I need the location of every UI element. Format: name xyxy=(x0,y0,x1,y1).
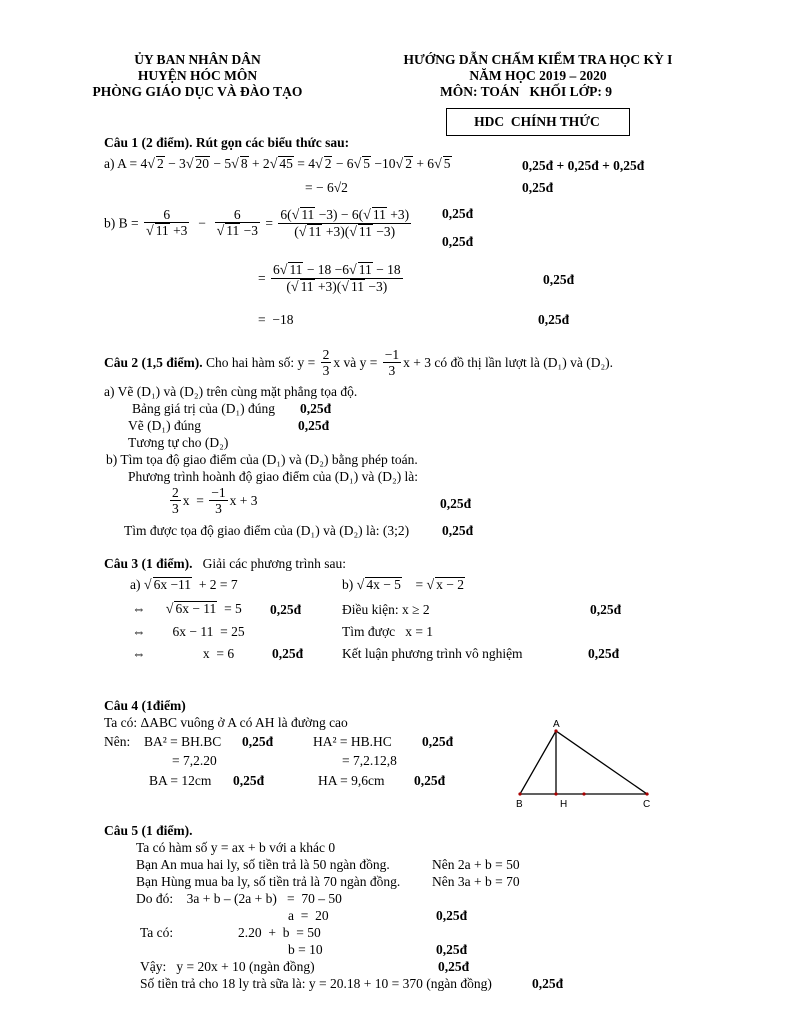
label-b: B xyxy=(516,799,523,810)
q5-score-4: 0,25đ xyxy=(532,976,564,991)
q5-line-9: Số tiền trả cho 18 ly trà sữa là: y = 20.18 + 10 = 370 (ngàn đồng) xyxy=(140,976,492,991)
q4-nen: Nên: xyxy=(104,734,131,749)
q1b-score-3: 0,25đ xyxy=(543,272,575,287)
q1b-result: = −18 xyxy=(258,312,294,327)
q1b-score-4: 0,25đ xyxy=(538,312,570,327)
q1-title: Câu 1 (2 điểm). Rút gọn các biểu thức sau: xyxy=(104,135,350,150)
point-b xyxy=(518,792,521,795)
triangle-figure xyxy=(510,716,660,812)
q2a: a) Vẽ (D₁) và (D₂) trên cùng mặt phẳng tọa độ. xyxy=(104,384,358,399)
q4-ha-result: HA = 9,6cm xyxy=(318,773,385,788)
org-line-3: PHÒNG GIÁO DỤC VÀ ĐÀO TẠO xyxy=(92,84,303,99)
point-mid xyxy=(582,792,585,795)
q5-line-4: Do đó: 3a + b – (2a + b) = 70 – 50 xyxy=(136,891,342,906)
q4-ha-mid: = 7,2.12,8 xyxy=(342,753,397,768)
q4-score-1: 0,25đ xyxy=(242,734,274,749)
q1b-score-1: 0,25đ xyxy=(442,206,474,221)
q5-title: Câu 5 (1 điểm). xyxy=(104,823,193,838)
q2-title-text-1: Cho hai hàm số: y = xyxy=(206,355,316,370)
subject-grade: MÔN: TOÁN KHỐI LỚP: 9 xyxy=(440,84,613,99)
q3b-conclusion: Kết luận phương trình vô nghiệm xyxy=(342,646,523,661)
q5-line-2: Bạn An mua hai ly, số tiền trả là 50 ngàn đồng. xyxy=(136,857,390,872)
q2b-equation: $\frac{2}{3}$ x = $\frac{-1}{3}$ x + 3 xyxy=(172,485,258,516)
q3b-score-1: 0,25đ xyxy=(590,602,622,617)
q3b-found: Tìm được x = 1 xyxy=(342,624,434,639)
q2b: b) Tìm tọa độ giao điểm của (D₁) và (D₂) bằng phép toán. xyxy=(106,452,418,467)
q2b-2: Tìm được tọa độ giao điểm của (D₁) và (D₂) là: (3;2) xyxy=(124,523,410,538)
q1a-result: = − 6√2 xyxy=(305,180,348,195)
q1b-score-2: 0,25đ xyxy=(442,234,474,249)
q4-ba-mid: = 7,2.20 xyxy=(172,753,217,768)
q4-ha2: HA² = HB.HC xyxy=(313,734,392,749)
q5-line-8: Vậy: y = 20x + 10 (ngàn đồng) xyxy=(140,959,315,974)
q1a-score-1: 0,25đ + 0,25đ + 0,25đ xyxy=(522,158,645,173)
q1b-expression: b) B = $\frac{6}{√ 11 +3}$ − $\frac{6}{√ 11 -3}$ = $\frac{6(√ 11 -3) - 6(√ 11 +3)}{(√ 11 +3)(√ 11 -3)}$ xyxy=(104,207,410,240)
q3a-step-3: ⇔ x = 6 xyxy=(132,646,235,661)
q5-line-6b: 2.20 + b = 50 xyxy=(238,925,321,940)
q3b-eq: b) √ 4x − 5 = √ x − 2 xyxy=(342,577,464,593)
q4-score-2: 0,25đ xyxy=(422,734,454,749)
q3a-eq: a) √ 6x −11 + 2 = 7 xyxy=(130,577,238,593)
q3a-score-2: 0,25đ xyxy=(272,646,304,661)
q3b-condition: Điều kiện: x ≥ 2 xyxy=(342,602,430,617)
q2a-1: Bảng giá trị của (D₁) đúng xyxy=(132,401,276,416)
official-label: HDC CHÍNH THỨC xyxy=(474,114,600,129)
q1a-score-2: 0,25đ xyxy=(522,180,554,195)
org-line-2: HUYỆN HÓC MÔN xyxy=(137,68,258,83)
q4-line-1: Ta có: ΔABC vuông ở A có AH là đường cao xyxy=(104,715,348,730)
q2-title-text-2: x và y = xyxy=(333,355,378,370)
q5-line-5: a = 20 xyxy=(288,908,329,923)
label-h: H xyxy=(560,799,568,810)
q5-line-7: b = 10 xyxy=(288,942,323,957)
q2b-eq-score: 0,25đ xyxy=(440,496,472,511)
q4-title: Câu 4 (1điểm) xyxy=(104,698,186,713)
q3a-step-2: ⇔ 6x − 11 = 25 xyxy=(132,624,245,639)
q5-line-1: Ta có hàm số y = ax + b với a khác 0 xyxy=(136,840,336,855)
q4-ba2: BA² = BH.BC xyxy=(144,734,222,749)
label-a: A xyxy=(553,719,560,730)
q5-score-3: 0,25đ xyxy=(438,959,470,974)
q3-title: Câu 3 (1 điểm). xyxy=(104,556,193,571)
q2-title-text-3: x + 3 có đồ thị lần lượt là (D₁) và (D₂). xyxy=(403,355,614,370)
q2-title: Câu 2 (1,5 điểm). xyxy=(104,355,203,370)
q2b-1: Phương trình hoành độ giao điểm của (D₁) và (D₂) là: xyxy=(128,469,419,484)
q5-line-3: Bạn Hùng mua ba ly, số tiền trả là 70 ngàn đồng. xyxy=(136,874,401,889)
q3-title-rest: Giải các phương trình sau: xyxy=(202,556,347,571)
q2a-2-score: 0,25đ xyxy=(298,418,330,433)
q5-line-2-right: Nên 2a + b = 50 xyxy=(432,857,520,872)
point-h xyxy=(554,792,557,795)
q3a-score-1: 0,25đ xyxy=(270,602,302,617)
label-c: C xyxy=(643,799,651,810)
q5-line-3-right: Nên 3a + b = 70 xyxy=(432,874,520,889)
q3a-step-1: ⇔ √ 6x − 11 = 5 xyxy=(132,601,242,617)
q2a-1-score: 0,25đ xyxy=(300,401,332,416)
q2a-3: Tương tự cho (D₂) xyxy=(128,435,229,450)
q2-title-row: Câu 2 (1,5 điểm). Cho hai hàm số: y = $\frac{2}{3}$ x và y = $\frac{-1}{3}$ x + 3 có đồ thị lần lượt là (D₁) và (D₂). xyxy=(104,347,614,378)
q2a-2: Vẽ (D₁) đúng xyxy=(128,418,201,433)
point-c xyxy=(645,792,648,795)
triangle-abc xyxy=(520,731,647,794)
q5-score-1: 0,25đ xyxy=(436,908,468,923)
q4-score-4: 0,25đ xyxy=(414,773,446,788)
school-year: NĂM HỌC 2019 – 2020 xyxy=(469,68,607,83)
q1a-label: a) A = xyxy=(104,156,138,171)
doc-title: HƯỚNG DẪN CHẤM KIỂM TRA HỌC KỲ I xyxy=(403,52,673,67)
q4-ba-result: BA = 12cm xyxy=(149,773,212,788)
org-line-1: ỦY BAN NHÂN DÂN xyxy=(134,52,261,67)
q1a-expression: a) A = 4√ 2 − 3√ 20 − 5√ 8 + 2√ 45 = 4√ 2 − 6√ 5 −10√ 2 + 6√ 5 xyxy=(104,156,451,172)
q3b-score-2: 0,25đ xyxy=(588,646,620,661)
q4-score-3: 0,25đ xyxy=(233,773,265,788)
q5-line-6a: Ta có: xyxy=(140,925,174,940)
q5-score-2: 0,25đ xyxy=(436,942,468,957)
q3-title-row xyxy=(104,556,346,572)
q2b-2-score: 0,25đ xyxy=(442,523,474,538)
q1b-label: b) B = xyxy=(104,215,139,231)
q1b-step-2: = $\frac{6√ 11 - 18 -6√ 11 - 18}{(√ 11 +3)(√ 11 -3)}$ xyxy=(258,262,401,295)
